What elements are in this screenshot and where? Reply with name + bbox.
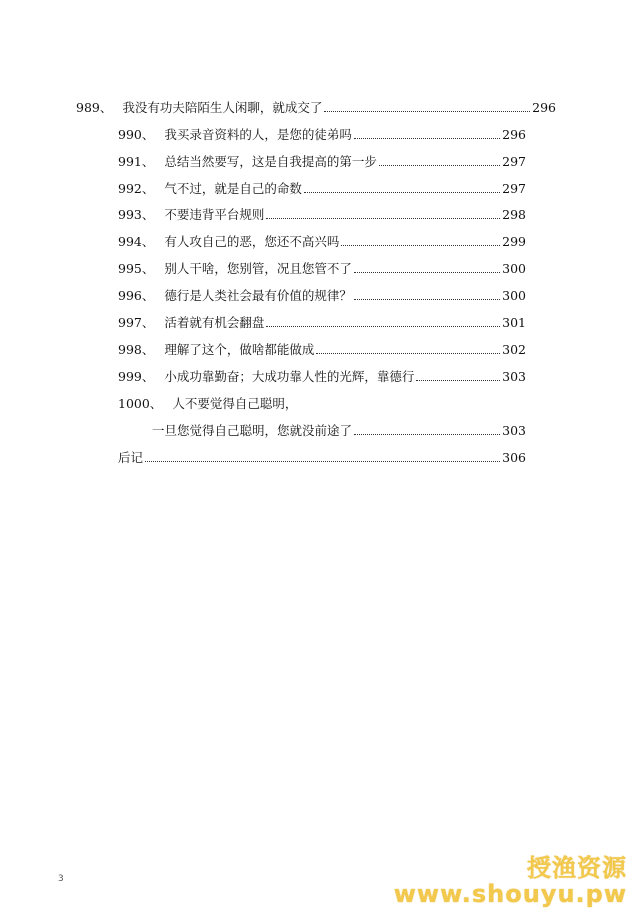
toc-entry-999[interactable] <box>118 369 526 385</box>
toc-entry-title: 人不要觉得自己聪明， <box>172 396 298 411</box>
toc-entry-993[interactable] <box>118 207 526 223</box>
toc-entry-991[interactable] <box>118 154 526 170</box>
toc-entry-number: 996、 <box>118 288 155 303</box>
toc-entry-title: 后记 <box>118 450 144 465</box>
toc-entry-page: 297 <box>502 154 526 169</box>
watermark-text: 授渔资源 <box>527 854 627 882</box>
toc-entry-title: 理解了这个，做啥都能做成 <box>164 342 315 357</box>
toc-entry-990[interactable] <box>118 127 526 143</box>
toc-entry-page: 301 <box>502 315 526 330</box>
toc-entry-page: 300 <box>502 288 526 303</box>
dot-leader <box>304 192 500 193</box>
dot-leader <box>354 434 500 435</box>
toc-entry-997[interactable] <box>118 315 526 331</box>
page-number: 3 <box>58 874 64 884</box>
dot-leader <box>354 299 500 300</box>
toc-entry-number: 998、 <box>118 342 155 357</box>
toc-entry-page: 302 <box>502 342 526 357</box>
toc-entry-page: 296 <box>532 100 556 115</box>
toc-entry-number: 997、 <box>118 315 155 330</box>
toc-entry-page: 299 <box>502 234 526 249</box>
toc-entry-title: 不要违背平台规则 <box>164 207 265 222</box>
dot-leader <box>316 353 500 354</box>
toc-entry-page: 303 <box>502 369 526 384</box>
toc-entry-number: 993、 <box>118 207 155 222</box>
toc-entry-title: 我买录音资料的人，是您的徒弟吗 <box>164 127 352 142</box>
toc-entry-page: 298 <box>502 207 526 222</box>
toc-entry-number: 994、 <box>118 234 155 249</box>
toc-entry-page: 303 <box>502 423 526 438</box>
toc-entry-page: 300 <box>502 261 526 276</box>
dot-leader <box>341 245 500 246</box>
toc-entry-number: 992、 <box>118 181 155 196</box>
toc-entry-title: 一旦您觉得自己聪明，您就没前途了 <box>152 423 353 438</box>
toc-entry-1000[interactable] <box>118 396 526 412</box>
toc-entry-title: 总结当然要写，这是自我提高的第一步 <box>164 154 377 169</box>
toc-entry-number: 1000、 <box>118 396 163 411</box>
toc-entry-number: 995、 <box>118 261 155 276</box>
toc-entry-989[interactable] <box>76 100 556 116</box>
toc-entry-995[interactable] <box>118 261 526 277</box>
toc-entry-number: 990、 <box>118 127 155 142</box>
toc-entry-title: 别人干啥，您别管，况且您管不了 <box>164 261 352 276</box>
toc-entry-page: 306 <box>502 450 526 465</box>
toc-entry-994[interactable] <box>118 234 526 250</box>
dot-leader <box>324 111 530 112</box>
toc-entry-996[interactable] <box>118 288 526 304</box>
watermark-url: www.shouyu.pw <box>393 880 627 908</box>
toc-entry-page: 297 <box>502 181 526 196</box>
toc-entry-title: 小成功靠勤奋；大成功靠人性的光辉，靠德行 <box>164 369 415 384</box>
dot-leader <box>354 138 500 139</box>
toc-entry-page: 296 <box>502 127 526 142</box>
toc-entry-title: 有人攻自己的恶，您还不高兴吗 <box>164 234 340 249</box>
toc-entry-998[interactable] <box>118 342 526 358</box>
toc-entry-number: 991、 <box>118 154 155 169</box>
dot-leader <box>379 165 500 166</box>
toc-entry-number: 999、 <box>118 369 155 384</box>
toc-entry-afterword[interactable] <box>118 450 526 466</box>
toc-entry-number: 989、 <box>76 100 113 115</box>
dot-leader <box>145 461 500 462</box>
toc-entry-992[interactable] <box>118 181 526 197</box>
toc-entry-title: 活着就有机会翻盘 <box>164 315 265 330</box>
dot-leader <box>416 380 500 381</box>
dot-leader <box>266 218 500 219</box>
dot-leader <box>266 326 500 327</box>
toc-entry-1000-continued[interactable] <box>152 423 526 439</box>
toc-entry-title: 我没有功夫陪陌生人闲聊，就成交了 <box>122 100 323 115</box>
toc-entry-title: 德行是人类社会最有价值的规律？ <box>164 288 352 303</box>
dot-leader <box>354 272 500 273</box>
toc-entry-title: 气不过，就是自己的命数 <box>164 181 302 196</box>
